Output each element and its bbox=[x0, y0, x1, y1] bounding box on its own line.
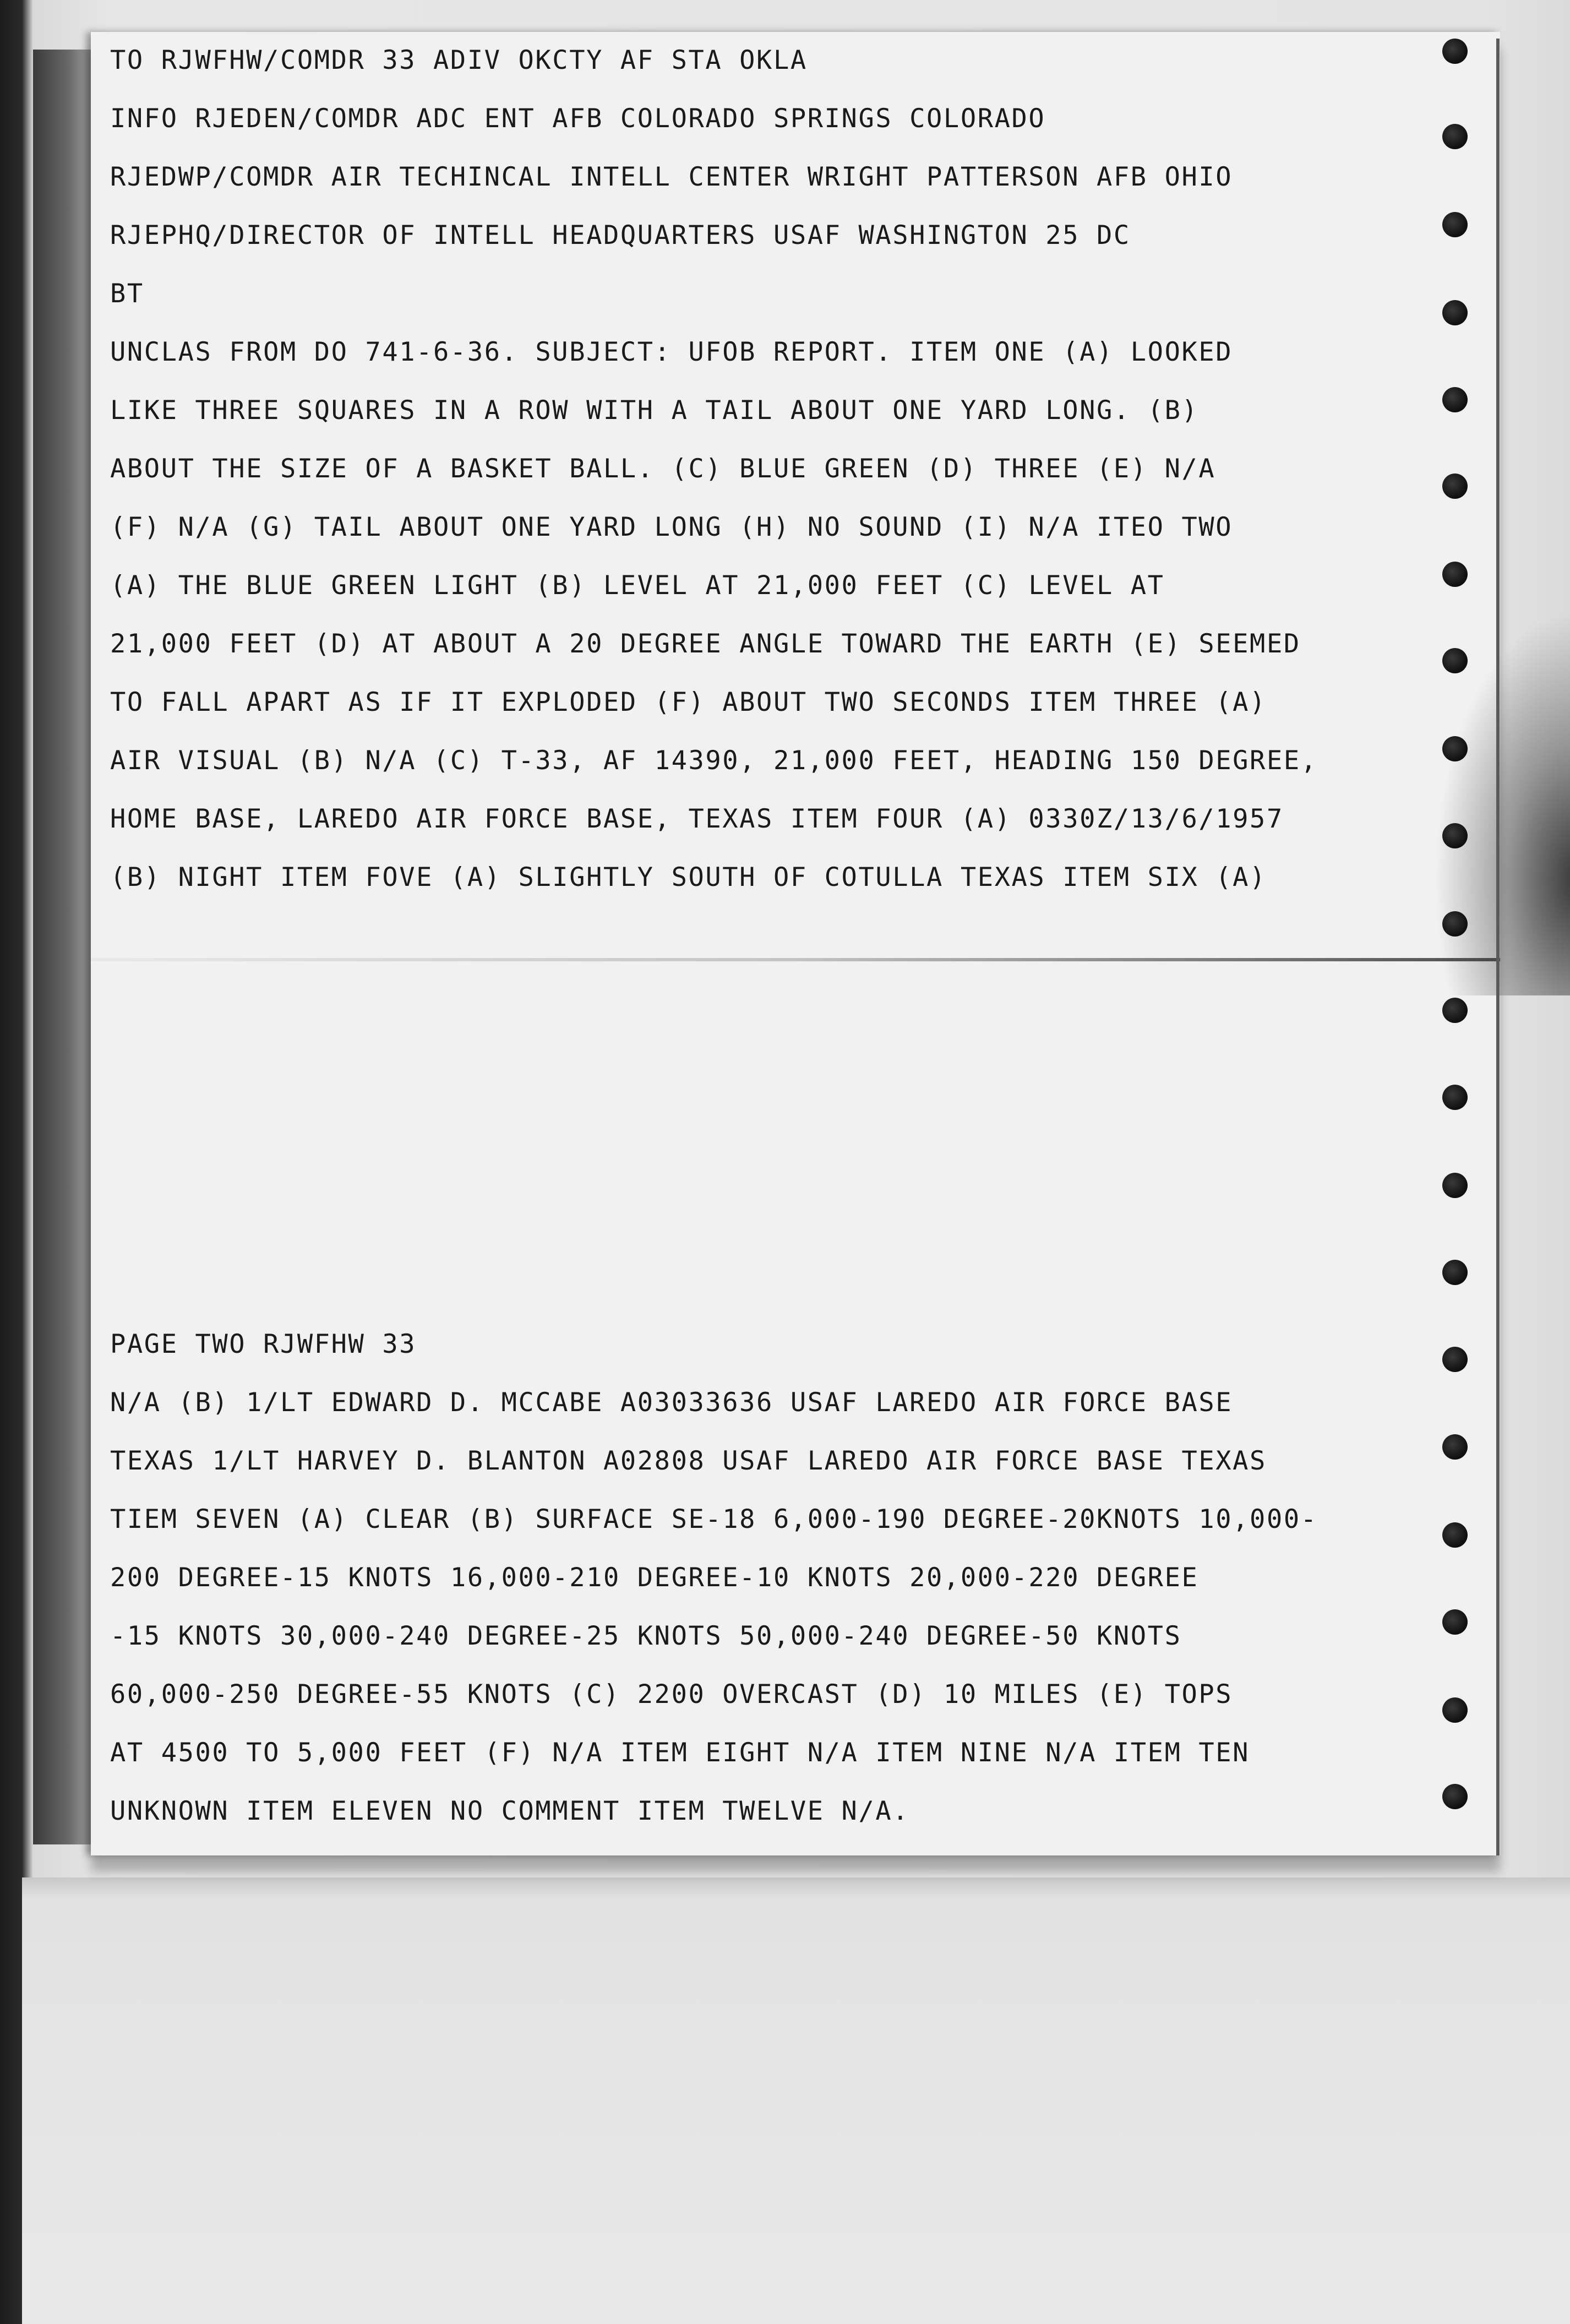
page-two bbox=[110, 1328, 1442, 1826]
header-line: BT bbox=[110, 279, 144, 309]
message-body bbox=[110, 336, 1442, 892]
header-line: RJEPHQ/DIRECTOR OF INTELL HEADQUARTERS USAF WASHINGTON 25 DC bbox=[110, 220, 1131, 251]
header-line: RJEDWP/COMDR AIR TECHINCAL INTELL CENTER WRIGHT PATTERSON AFB OHIO bbox=[110, 162, 1233, 192]
sprocket-hole bbox=[1442, 911, 1468, 937]
body-line: HOME BASE, LAREDO AIR FORCE BASE, TEXAS ITEM FOUR (A) 0330Z/13/6/1957 bbox=[110, 804, 1284, 834]
header-line: TO RJWFHW/COMDR 33 ADIV OKCTY AF STA OKLA bbox=[110, 45, 808, 75]
sprocket-hole bbox=[1442, 562, 1468, 587]
sprocket-hole bbox=[1442, 823, 1468, 848]
sprocket-hole bbox=[1442, 1173, 1468, 1198]
body-line: 21,000 FEET (D) AT ABOUT A 20 DEGREE ANGLE TOWARD THE EARTH (E) SEEMED bbox=[110, 629, 1301, 659]
page-tear-line bbox=[91, 958, 1500, 961]
page-two-line: 60,000-250 DEGREE-55 KNOTS (C) 2200 OVERCAST (D) 10 MILES (E) TOPS bbox=[110, 1679, 1233, 1710]
left-edge-shadow bbox=[33, 50, 94, 1844]
sprocket-hole bbox=[1442, 1522, 1468, 1548]
body-line: LIKE THREE SQUARES IN A ROW WITH A TAIL ABOUT ONE YARD LONG. (B) bbox=[110, 395, 1199, 426]
sprocket-hole bbox=[1442, 212, 1468, 237]
page-two-line: N/A (B) 1/LT EDWARD D. MCCABE A03033636 USAF LAREDO AIR FORCE BASE bbox=[110, 1387, 1233, 1418]
body-line: (B) NIGHT ITEM FOVE (A) SLIGHTLY SOUTH OF COTULLA TEXAS ITEM SIX (A) bbox=[110, 862, 1267, 892]
sprocket-hole bbox=[1442, 1434, 1468, 1460]
sprocket-hole bbox=[1442, 387, 1468, 412]
body-line: (A) THE BLUE GREEN LIGHT (B) LEVEL AT 21,000 FEET (C) LEVEL AT bbox=[110, 570, 1165, 601]
page-two-line: AT 4500 TO 5,000 FEET (F) N/A ITEM EIGHT N/A ITEM NINE N/A ITEM TEN bbox=[110, 1738, 1250, 1768]
sprocket-hole bbox=[1442, 998, 1468, 1023]
page-two-line: UNKNOWN ITEM ELEVEN NO COMMENT ITEM TWELVE N/A. bbox=[110, 1796, 910, 1826]
sprocket-hole bbox=[1442, 736, 1468, 761]
body-line: AIR VISUAL (B) N/A (C) T-33, AF 14390, 21,000 FEET, HEADING 150 DEGREE, bbox=[110, 745, 1318, 776]
page-two-line: TEXAS 1/LT HARVEY D. BLANTON A02808 USAF LAREDO AIR FORCE BASE TEXAS bbox=[110, 1446, 1267, 1476]
body-line: UNCLAS FROM DO 741-6-36. SUBJECT: UFOB REPORT. ITEM ONE (A) LOOKED bbox=[110, 337, 1233, 367]
sprocket-hole bbox=[1442, 1784, 1468, 1809]
page-two-line: 200 DEGREE-15 KNOTS 16,000-210 DEGREE-10 KNOTS 20,000-220 DEGREE bbox=[110, 1563, 1199, 1593]
message-header bbox=[110, 44, 1442, 309]
sprocket-hole bbox=[1442, 124, 1468, 149]
sprocket-hole bbox=[1442, 1609, 1468, 1635]
paper-right-edge bbox=[1496, 39, 1500, 1855]
page-two-heading: PAGE TWO RJWFHW 33 bbox=[110, 1329, 417, 1359]
sprocket-hole bbox=[1442, 1260, 1468, 1285]
sprocket-hole bbox=[1442, 39, 1468, 64]
sprocket-hole bbox=[1442, 300, 1468, 325]
body-line: TO FALL APART AS IF IT EXPLODED (F) ABOUT TWO SECONDS ITEM THREE (A) bbox=[110, 687, 1267, 717]
sprocket-hole bbox=[1442, 648, 1468, 673]
body-line: (F) N/A (G) TAIL ABOUT ONE YARD LONG (H) NO SOUND (I) N/A ITEO TWO bbox=[110, 512, 1233, 542]
body-line: ABOUT THE SIZE OF A BASKET BALL. (C) BLUE GREEN (D) THREE (E) N/A bbox=[110, 454, 1216, 484]
lower-blank-area bbox=[22, 1877, 1570, 2324]
sprocket-hole bbox=[1442, 1347, 1468, 1372]
sprocket-hole bbox=[1442, 1085, 1468, 1110]
sprocket-holes bbox=[1442, 39, 1475, 1822]
page-two-line: -15 KNOTS 30,000-240 DEGREE-25 KNOTS 50,000-240 DEGREE-50 KNOTS bbox=[110, 1621, 1182, 1651]
sprocket-hole bbox=[1442, 1697, 1468, 1723]
sprocket-hole bbox=[1442, 473, 1468, 499]
header-line: INFO RJEDEN/COMDR ADC ENT AFB COLORADO SPRINGS COLORADO bbox=[110, 104, 1046, 134]
page-two-line: TIEM SEVEN (A) CLEAR (B) SURFACE SE-18 6,000-190 DEGREE-20KNOTS 10,000- bbox=[110, 1504, 1318, 1534]
